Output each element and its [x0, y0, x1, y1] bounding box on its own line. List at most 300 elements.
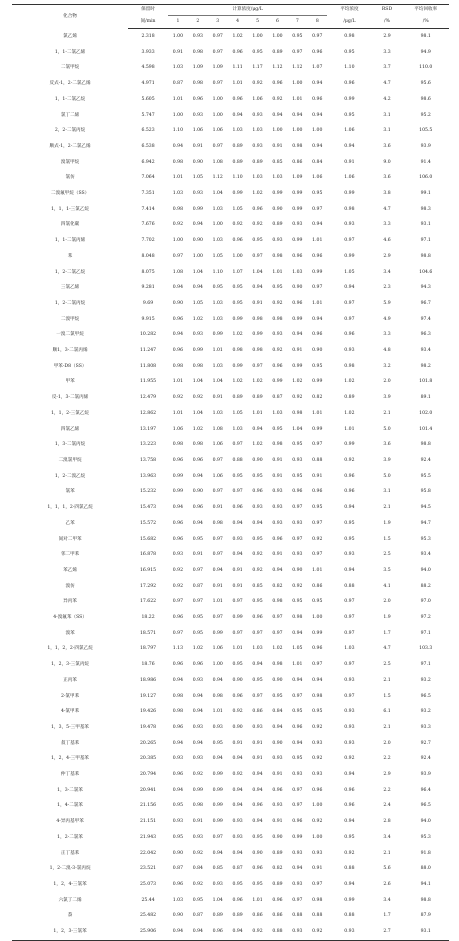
avg-recovery-cell: 95.8 — [420, 489, 431, 495]
avg-recovery-cell: 93.1 — [420, 222, 431, 228]
avg-conc-cell: 0.97 — [344, 238, 355, 244]
retention-time-cell: 4.598 — [141, 65, 155, 71]
col-header-7: 7 — [287, 16, 307, 29]
conc-6-cell: 0.92 — [272, 96, 283, 102]
conc-4-cell: 1.03 — [232, 128, 243, 134]
conc-7-cell: 0.97 — [292, 693, 303, 699]
conc-1-cell: 0.95 — [172, 834, 184, 840]
avg-conc-cell: 0.92 — [344, 756, 355, 762]
conc-2-cell: 0.99 — [192, 787, 203, 793]
compound-name-cell: 四氯乙烯 — [60, 426, 80, 432]
rsd-cell: 4.8 — [383, 348, 391, 354]
conc-5-cell: 0.96 — [252, 489, 263, 495]
conc-4-cell: 0.92 — [232, 709, 243, 715]
conc-8-cell: 0.95 — [312, 191, 323, 197]
compound-name-cell: 苯乙烯 — [63, 567, 77, 573]
table-row — [12, 374, 449, 390]
compound-name-cell: 顺式-1，2-二氯乙烯 — [49, 143, 91, 149]
rsd-cell: 2.1 — [383, 505, 391, 511]
conc-7-cell: 0.98 — [292, 143, 303, 149]
compound-name-cell: 1，2-二氯乙烷 — [54, 269, 86, 275]
rsd-cell: 3.9 — [383, 457, 391, 463]
conc-5-cell: 0.91 — [252, 756, 263, 762]
conc-2-cell: 0.98 — [192, 803, 203, 809]
avg-conc-header: 平均浓度 — [340, 7, 359, 13]
avg-conc-cell: 0.97 — [344, 599, 355, 605]
rsd-cell: 2.5 — [383, 552, 391, 558]
conc-2-cell: 1.09 — [192, 65, 203, 71]
conc-2-cell: 0.99 — [192, 206, 203, 212]
conc-4-cell: 1.01 — [232, 81, 243, 87]
conc-5-cell: 0.95 — [252, 599, 263, 605]
conc-6-cell: 0.82 — [272, 583, 283, 589]
retention-time-cell: 25.44 — [141, 897, 155, 903]
conc-7-cell: 0.94 — [292, 677, 303, 683]
conc-6-cell: 1.03 — [272, 410, 283, 416]
conc-1-cell: 0.91 — [172, 49, 184, 55]
conc-8-cell: 1.01 — [312, 238, 323, 244]
rsd-cell: 2.5 — [383, 662, 391, 668]
conc-4-cell: 0.94 — [232, 787, 243, 793]
conc-7-cell: 0.94 — [292, 740, 303, 746]
conc-1-cell: 0.94 — [172, 740, 184, 746]
conc-3-cell: 0.91 — [212, 505, 223, 511]
rsd-cell: 2.2 — [383, 787, 391, 793]
avg-conc-cell: 0.94 — [344, 285, 355, 291]
table-row — [12, 139, 449, 155]
conc-5-cell: 0.96 — [252, 615, 263, 621]
avg-conc-cell: 1.05 — [344, 269, 355, 275]
conc-7-cell: 1.01 — [292, 662, 303, 668]
conc-5-cell: 0.96 — [252, 206, 263, 212]
conc-4-cell: 0.89 — [232, 159, 243, 165]
conc-3-cell: 0.99 — [212, 630, 223, 636]
conc-6-cell: 1.00 — [272, 34, 283, 39]
conc-8-cell: 0.90 — [312, 348, 323, 354]
conc-2-cell: 0.94 — [192, 222, 203, 228]
avg-recovery-cell: 88.0 — [420, 866, 431, 872]
conc-2-cell: 0.92 — [192, 772, 203, 778]
conc-6-cell: 0.89 — [272, 850, 283, 856]
conc-6-cell: 0.85 — [272, 159, 283, 165]
avg-conc-cell: 0.95 — [344, 536, 355, 542]
conc-8-cell: 1.06 — [312, 175, 323, 181]
avg-recovery-cell: 106.0 — [419, 175, 433, 181]
avg-conc-cell: 0.93 — [344, 348, 355, 354]
conc-7-cell: 1.01 — [292, 96, 303, 102]
conc-1-cell: 1.01 — [172, 96, 184, 102]
avg-conc-cell: 0.98 — [344, 206, 355, 212]
conc-8-cell: 1.01 — [312, 410, 323, 416]
conc-8-cell: 0.93 — [312, 772, 323, 778]
avg-conc-cell: 1.06 — [344, 175, 355, 181]
conc-8-cell: 0.92 — [312, 724, 323, 730]
conc-8-cell: 0.97 — [312, 881, 323, 887]
avg-recovery-cell: 98.8 — [420, 442, 431, 448]
avg-conc-cell: 0.99 — [344, 442, 355, 448]
conc-7-cell: 0.97 — [292, 505, 303, 511]
retention-time-cell: 19.127 — [140, 693, 157, 699]
conc-5-cell: 0.97 — [252, 363, 263, 369]
conc-6-cell: 0.92 — [272, 300, 283, 306]
conc-7-cell: 1.03 — [292, 269, 303, 275]
conc-2-cell: 0.92 — [192, 881, 203, 887]
table-row — [12, 343, 449, 359]
conc-3-cell: 0.91 — [212, 583, 223, 589]
compound-name-cell: 1，1-二氯乙烷 — [54, 96, 86, 102]
conc-6-cell: 0.93 — [272, 520, 283, 526]
retention-time-cell: 16.878 — [140, 552, 157, 558]
retention-time-cell: 5.605 — [141, 96, 155, 102]
conc-7-cell: 0.99 — [292, 191, 303, 197]
conc-8-cell: 0.95 — [312, 363, 323, 369]
retention-time-cell: 11.808 — [140, 363, 157, 369]
retention-time-cell: 9.69 — [142, 300, 154, 306]
conc-5-cell: 0.92 — [252, 81, 263, 87]
conc-5-cell: 0.91 — [252, 740, 263, 746]
conc-6-cell: 0.96 — [272, 787, 283, 793]
conc-3-cell: 1.12 — [212, 175, 223, 181]
table-row — [12, 249, 449, 265]
conc-6-cell: 0.93 — [272, 756, 283, 762]
rsd-cell: 2.1 — [383, 410, 391, 416]
conc-3-cell: 1.10 — [212, 269, 223, 275]
avg-conc-cell: 0.94 — [344, 881, 355, 887]
conc-5-cell: 1.17 — [252, 65, 263, 71]
conc-8-cell: 0.94 — [312, 222, 323, 228]
rsd-cell: 2.6 — [383, 881, 391, 887]
retention-time-cell: 18.22 — [141, 615, 155, 621]
table-row — [12, 123, 449, 139]
table-row — [12, 453, 449, 469]
table-row — [12, 390, 449, 406]
avg-conc-cell: 0.97 — [344, 662, 355, 668]
conc-8-cell: 0.88 — [312, 913, 323, 919]
avg-recovery-cell: 93.2 — [420, 677, 431, 683]
compound-name-cell: 溴苯 — [65, 630, 75, 636]
rsd-cell: 2.9 — [383, 34, 391, 39]
retention-time-cell: 25.482 — [140, 913, 157, 919]
rsd-cell: 3.1 — [383, 112, 391, 118]
avg-conc-cell: 0.98 — [344, 363, 355, 369]
conc-8-cell: 0.96 — [312, 96, 323, 102]
conc-3-cell: 0.99 — [212, 819, 223, 825]
conc-3-cell: 1.00 — [212, 662, 223, 668]
conc-1-cell: 0.96 — [172, 520, 184, 526]
conc-8-cell: 0.86 — [312, 583, 323, 589]
conc-7-cell: 1.00 — [292, 128, 303, 134]
table-row — [12, 673, 449, 689]
conc-5-cell: 0.97 — [252, 693, 263, 699]
conc-2-cell: 1.05 — [192, 175, 203, 181]
conc-7-cell: 1.09 — [292, 175, 303, 181]
avg-recovery-cell: 96.7 — [420, 300, 431, 306]
conc-5-cell: 0.95 — [252, 834, 263, 840]
col-header-8: 8 — [307, 16, 327, 29]
conc-5-cell: 0.94 — [252, 787, 263, 793]
conc-6-cell: 0.95 — [272, 426, 283, 432]
conc-3-cell: 0.97 — [212, 489, 223, 495]
retention-time-cell: 2.318 — [141, 34, 155, 39]
conc-8-cell: 0.95 — [312, 599, 323, 605]
conc-2-cell: 0.91 — [192, 143, 203, 149]
conc-6-cell: 0.93 — [272, 332, 283, 338]
conc-2-cell: 0.96 — [192, 505, 203, 511]
conc-3-cell: 0.99 — [212, 332, 223, 338]
compound-name-cell: 1，4-二氯苯 — [57, 803, 83, 809]
conc-8-cell: 1.00 — [312, 615, 323, 621]
rsd-cell: 5.6 — [383, 866, 391, 872]
conc-2-cell: 1.04 — [192, 269, 203, 275]
compound-name-cell: 仲丁基苯 — [60, 772, 80, 778]
conc-3-cell: 0.97 — [212, 536, 223, 542]
rsd-cell: 3.4 — [383, 897, 391, 903]
rsd-cell: 2.2 — [383, 756, 391, 762]
conc-6-cell: 1.03 — [272, 175, 283, 181]
conc-2-cell: 1.04 — [192, 379, 203, 385]
retention-time-cell: 12.862 — [140, 410, 157, 416]
rsd-cell: 2.0 — [383, 599, 391, 605]
conc-1-cell: 1.03 — [172, 897, 184, 903]
conc-7-cell: 0.97 — [292, 536, 303, 542]
conc-3-cell: 0.98 — [212, 693, 223, 699]
table-row — [12, 265, 449, 281]
conc-7-cell: 0.98 — [292, 410, 303, 416]
conc-4-cell: 0.96 — [232, 238, 243, 244]
conc-1-cell: 0.97 — [172, 253, 184, 259]
avg-conc-cell: 0.99 — [344, 897, 355, 903]
conc-7-cell: 0.88 — [292, 913, 303, 919]
avg-recovery-cell: 93.2 — [420, 709, 431, 715]
conc-2-cell: 0.93 — [192, 756, 203, 762]
compound-name-cell: 4-溴氟苯（SS） — [53, 615, 87, 621]
conc-4-cell: 0.94 — [232, 112, 243, 118]
avg-conc-cell: 0.99 — [344, 253, 355, 259]
avg-recovery-cell: 98.3 — [420, 206, 431, 212]
table-row — [12, 516, 449, 532]
conc-3-cell: 1.03 — [212, 410, 223, 416]
avg-recovery-cell: 95.5 — [420, 473, 431, 479]
rsd-cell: 3.3 — [383, 332, 391, 338]
compound-name-cell: 1，3-二氯丙烷 — [54, 442, 86, 448]
conc-2-cell: 1.06 — [192, 128, 203, 134]
retention-time-cell: 7.676 — [141, 222, 155, 228]
avg-recovery-header: 平均回收率 — [414, 7, 438, 13]
conc-2-cell: 0.94 — [192, 740, 203, 746]
conc-6-cell: 0.89 — [272, 49, 283, 55]
retention-time-header: 保留时 — [141, 7, 155, 13]
conc-4-cell: 0.97 — [232, 599, 243, 605]
avg-recovery-cell: 94.3 — [420, 285, 431, 291]
avg-conc-cell: 1.01 — [344, 426, 355, 432]
conc-5-cell: 0.92 — [252, 552, 263, 558]
rsd-cell: 3.1 — [383, 128, 391, 134]
avg-recovery-cell: 97.1 — [420, 238, 431, 244]
conc-4-cell: 1.03 — [232, 426, 243, 432]
conc-1-cell: 1.03 — [172, 65, 184, 71]
compound-name-cell: 1，1，1-三氯乙烷 — [51, 206, 90, 212]
conc-1-cell: 0.96 — [172, 615, 184, 621]
conc-8-cell: 0.84 — [312, 159, 323, 165]
conc-6-cell: 0.90 — [272, 206, 283, 212]
conc-3-cell: 0.99 — [212, 772, 223, 778]
conc-2-cell: 0.94 — [192, 709, 203, 715]
avg-recovery-cell: 99.1 — [420, 191, 431, 197]
conc-1-cell: 0.97 — [172, 630, 184, 636]
compound-name-cell: 一溴二氯甲烷 — [56, 332, 84, 338]
retention-time-cell: 3.933 — [141, 49, 155, 55]
conc-8-cell: 0.94 — [312, 677, 323, 683]
conc-5-cell: 0.90 — [252, 850, 263, 856]
conc-7-cell: 0.94 — [292, 332, 303, 338]
conc-5-cell: 0.95 — [252, 881, 263, 887]
conc-4-cell: 0.95 — [232, 881, 243, 887]
avg-recovery-cell: 92.4 — [420, 457, 431, 463]
avg-conc-cell: 0.88 — [344, 913, 355, 919]
retention-time-cell: 20.794 — [140, 772, 157, 778]
conc-8-cell: 0.96 — [312, 253, 323, 259]
conc-3-cell: 0.98 — [212, 520, 223, 526]
conc-5-cell: 1.01 — [252, 410, 263, 416]
rsd-cell: 3.1 — [383, 489, 391, 495]
conc-7-cell: 0.95 — [292, 599, 303, 605]
conc-4-cell: 0.91 — [232, 583, 243, 589]
conc-1-cell: 1.08 — [172, 269, 184, 275]
conc-1-cell: 1.01 — [172, 175, 184, 181]
compound-name-cell: 顺1，3-二氯丙烯 — [52, 348, 88, 354]
conc-8-cell: 1.01 — [312, 567, 323, 573]
conc-6-cell: 0.98 — [272, 442, 283, 448]
col-header-4: 4 — [228, 16, 248, 29]
avg-conc-cell: 0.94 — [344, 819, 355, 825]
avg-conc-cell: 0.96 — [344, 473, 355, 479]
compound-name-cell: 甲苯-D8（SS） — [53, 363, 87, 369]
conc-2-cell: 0.94 — [192, 693, 203, 699]
table-row — [12, 296, 449, 312]
conc-6-cell: 0.82 — [272, 866, 283, 872]
compound-header: 化合物 — [63, 13, 77, 19]
avg-recovery-cell: 98.6 — [420, 96, 431, 102]
retention-time-cell: 7.351 — [141, 191, 155, 197]
conc-2-cell: 0.87 — [192, 913, 203, 919]
rsd-cell: 1.7 — [383, 913, 391, 919]
avg-conc-cell: 0.93 — [344, 709, 355, 715]
results-table — [12, 4, 449, 941]
conc-7-cell: 0.96 — [292, 819, 303, 825]
conc-7-cell: 1.02 — [292, 379, 303, 385]
conc-3-cell: 1.06 — [212, 442, 223, 448]
compound-name-cell: 1，1-二氯乙烯 — [54, 49, 86, 55]
table-row — [12, 469, 449, 485]
table-row — [12, 500, 449, 516]
conc-5-cell: 0.98 — [252, 316, 263, 322]
conc-7-cell: 1.12 — [292, 65, 303, 71]
compound-name-cell: 1，2-二溴-3-氯丙烷 — [49, 866, 91, 872]
conc-7-cell: 0.99 — [292, 834, 303, 840]
conc-3-cell: 1.00 — [212, 222, 223, 228]
conc-5-cell: 1.02 — [252, 379, 263, 385]
conc-1-cell: 0.94 — [172, 677, 184, 683]
conc-3-cell: 1.01 — [212, 709, 223, 715]
avg-conc-cell: 0.94 — [344, 772, 355, 778]
conc-5-cell: 0.97 — [252, 630, 263, 636]
retention-time-unit: 间/min — [128, 16, 168, 29]
conc-3-cell: 1.03 — [212, 238, 223, 244]
conc-3-cell: 1.01 — [212, 599, 223, 605]
avg-recovery-cell: 88.2 — [420, 583, 431, 589]
conc-3-cell: 1.01 — [212, 348, 223, 354]
conc-3-cell: 0.97 — [212, 81, 223, 87]
table-row — [12, 798, 449, 814]
avg-recovery-cell: 98.8 — [420, 253, 431, 259]
avg-recovery-cell: 96.4 — [420, 787, 431, 793]
conc-8-cell: 1.00 — [312, 834, 323, 840]
conc-8-cell: 0.97 — [312, 206, 323, 212]
avg-recovery-cell: 97.0 — [420, 599, 431, 605]
retention-time-cell: 18.571 — [140, 630, 157, 636]
conc-1-cell: 0.94 — [168, 924, 188, 940]
table-row — [12, 814, 449, 830]
conc-5-cell: 0.95 — [252, 536, 263, 542]
conc-1-cell: 0.94 — [172, 285, 184, 291]
conc-5-cell: 0.93 — [252, 112, 263, 118]
conc-5-cell: 1.03 — [252, 128, 263, 134]
conc-1-cell: 0.96 — [172, 881, 184, 887]
conc-6-cell: 0.88 — [267, 924, 287, 940]
conc-1-cell: 0.87 — [172, 866, 184, 872]
compound-name-cell: 氯仿 — [65, 175, 75, 181]
conc-5-cell: 0.94 — [252, 520, 263, 526]
conc-2-cell: 0.99 — [192, 348, 203, 354]
conc-6-cell: 0.97 — [272, 615, 283, 621]
conc-6-cell: 1.00 — [272, 128, 283, 134]
conc-3-cell: 0.89 — [212, 913, 223, 919]
compound-name-cell: 1，2-二溴乙烷 — [54, 473, 86, 479]
avg-conc-cell: 0.99 — [344, 96, 355, 102]
conc-8-cell: 0.91 — [312, 473, 323, 479]
compound-name-cell: 1，1-二氯丙烯 — [54, 238, 86, 244]
conc-7-cell: 0.96 — [292, 489, 303, 495]
conc-3-cell: 0.94 — [212, 677, 223, 683]
conc-7-cell: 0.93 — [287, 924, 307, 940]
rsd-cell: 4.9 — [383, 316, 391, 322]
conc-1-cell: 0.92 — [172, 395, 184, 401]
conc-1-cell: 0.90 — [172, 850, 184, 856]
conc-6-cell: 0.91 — [272, 819, 283, 825]
conc-5-cell: 1.02 — [252, 442, 263, 448]
conc-6-cell: 0.93 — [272, 489, 283, 495]
avg-conc-cell: 1.10 — [344, 65, 355, 71]
conc-7-cell: 0.93 — [292, 222, 303, 228]
avg-recovery-cell: 96.3 — [420, 332, 431, 338]
conc-5-cell: 0.93 — [252, 143, 263, 149]
compound-name-cell: 反-1，3-二氯丙烯 — [51, 395, 89, 401]
conc-7-cell: 1.00 — [292, 81, 303, 87]
conc-7-cell: 0.96 — [292, 300, 303, 306]
conc-7-cell: 0.93 — [292, 552, 303, 558]
avg-recovery-cell: 96.5 — [420, 803, 431, 809]
compound-name-cell: 氯乙烯 — [63, 33, 77, 39]
conc-4-cell: 0.92 — [232, 222, 243, 228]
rsd-cell: 1.9 — [383, 520, 391, 526]
conc-3-cell: 1.03 — [212, 316, 223, 322]
conc-4-cell: 0.97 — [232, 442, 243, 448]
rsd-cell: 2.4 — [383, 803, 391, 809]
conc-2-cell: 0.93 — [192, 191, 203, 197]
conc-4-cell: 0.89 — [232, 913, 243, 919]
avg-conc-cell: 0.96 — [344, 81, 355, 87]
conc-7-cell: 0.94 — [292, 112, 303, 118]
